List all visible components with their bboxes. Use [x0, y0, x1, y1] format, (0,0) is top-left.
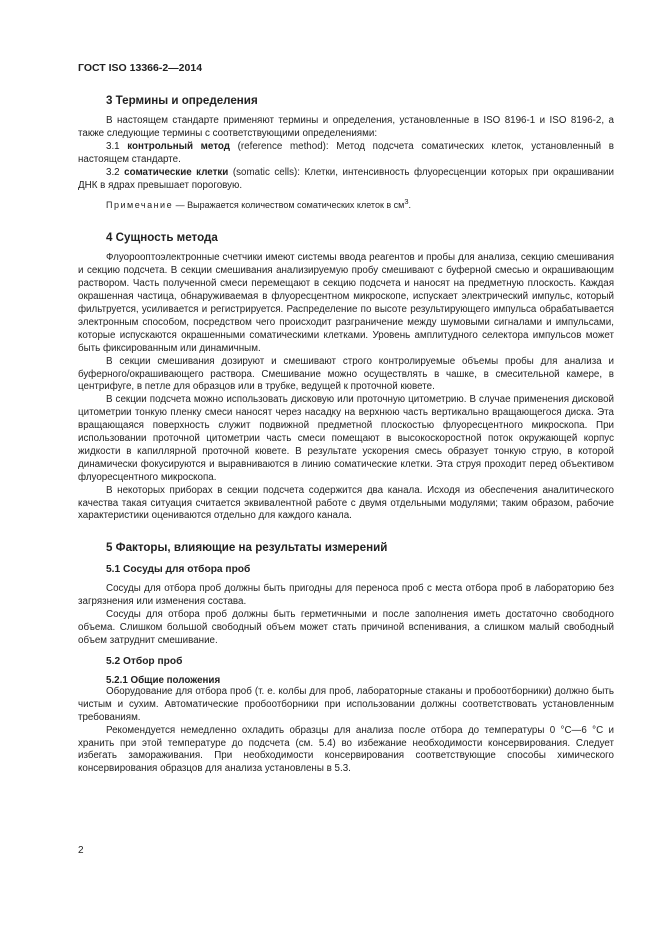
section-5-2-title: 5.2 Отбор проб: [106, 655, 183, 667]
note-superscript: 3: [404, 197, 409, 207]
section-3-note: [78, 196, 614, 212]
term-3-1-definition: (reference method): Метод подсчета соматических клеток, установленный в настоящем стандарте.: [78, 140, 614, 165]
section-5-2-1-paragraph-1: Оборудование для отбора проб (т. е. колбы для проб, лабораторные стаканы и пробоотборники) должно быть чистым и сухим. Автоматические пробоотборники при использовании должны соответствовать установленным требованиям.: [78, 685, 614, 723]
section-5-title: 5 Факторы, влияющие на результаты измерений: [106, 541, 388, 555]
section-5-1-paragraph-1: Сосуды для отбора проб должны быть пригодны для переноса проб с места отбора проб в лабораторию без загрязнения или изменения состава.: [78, 583, 614, 608]
term-3-1-number: 3.1: [106, 140, 128, 152]
section-3-intro: В настоящем стандарте применяют термины и определения, установленные в ISO 8196-1 и ISO 8196-2, а также следующие термины с соответствующими определениями:: [78, 115, 614, 139]
term-3-1-name: контрольный метод: [127, 140, 230, 152]
section-5-2-1-title: 5.2.1 Общие положения: [106, 674, 221, 686]
section-4-title: 4 Сущность метода: [106, 231, 218, 245]
term-3-2-name: соматические клетки: [124, 166, 229, 178]
note-end: .: [408, 200, 412, 211]
section-5-1-title: 5.1 Сосуды для отбора проб: [106, 564, 251, 576]
section-3-title: 3 Термины и определения: [106, 94, 258, 107]
section-4-paragraph-3: В секции подсчета можно использовать дисковую или проточную цитометрию. В случае применения дисковой цитометрии тонкую пленку смеси наносят через насадку на верхнюю часть вертикально вращающегося диска. Эта вращающаяся поверхность служит подвижной предметной плоскостью флуоресцентного микроскопа. При использовании проточной цитометрии часть смеси помещают в высокоскоростной поток окружающей корпус жидкости в капиллярной проточной кювете. В результате ускорения смесь образует тонкую струю, в которой динамически фокусируются и выравниваются в линию соматические клетки. Эта струя проходит перед объективом флуоресцентного микроскопа.: [78, 394, 614, 483]
section-4-paragraph-1: Флуорооптоэлектронные счетчики имеют системы ввода реагентов и пробы для анализа, секцию смешивания и секцию подсчета. В секции смешивания анализируемую пробу смешивают с буферной смесью и окрашивающим раствором. Часть полученной смеси перемещают в секцию подсчета и наносят на предметную плоскость. Каждая окрашенная частица, обнаруживаемая в флуоресцентном микроскопе, испускает электрический импульс, который фильтруется, усиливается и регистрируется. Распределение по высоте результирующего импульса обрабатывается электронным способом, посредством чего происходит разграничение между шумовыми сигналами и импульсами, которые испускаются окрашенными соматическими клетками. Уровень амплитудного селектора импульсов может быть фиксированным или динамичным.: [78, 252, 614, 354]
section-4-paragraph-4: В некоторых приборах в секции подсчета содержится два канала. Исходя из обеспечения аналитического качества такая ситуация считается эквивалентной работе с двумя отдельными модулями; таким образом, рабочие характеристики оцениваются отдельно для каждого канала.: [78, 484, 614, 522]
note-label: Примечание: [106, 200, 174, 211]
page-number: 2: [78, 845, 84, 856]
section-4-paragraph-2: В секции смешивания дозируют и смешивают строго контролируемые объемы пробы для анализа и буферного/окрашивающего раствора. Смешивание можно осуществлять в чашке, в смесительной камере, в центрифуге, в петле для образцов или в трубке, ведущей к проточной кювете.: [78, 355, 614, 393]
section-5-1-paragraph-2: Сосуды для отбора проб должны быть герметичными и после заполнения иметь достаточно свободного объема. Слишком большой свободный объем может стать причиной вспенивания, а слишком малый свободный объем затруднит смешивание.: [78, 609, 614, 646]
note-text: — Выражается количеством соматических клеток в см: [173, 200, 405, 211]
term-3-1: [78, 141, 614, 167]
term-3-2-number: 3.2: [106, 166, 125, 178]
term-3-2: [78, 167, 614, 193]
term-3-2-definition: (somatic cells): Клетки, интенсивность флуоресценции которых при окрашивании ДНК в ядрах превышает пороговую.: [78, 166, 615, 191]
page-content: [78, 94, 614, 776]
standard-header: ГОСТ ISO 13366-2—2014: [78, 62, 203, 74]
section-5-2-1-paragraph-2: Рекомендуется немедленно охладить образцы для анализа после отбора до температуры 0 °С—6 °С и хранить при этой температуре до подсчета (см. 5.4) во избежание необходимости консервирования. Следует избегать замораживания. При необходимости консервирования соответствующие способы химического консервирования образцов для анализа установлены в 5.3.: [78, 724, 614, 775]
